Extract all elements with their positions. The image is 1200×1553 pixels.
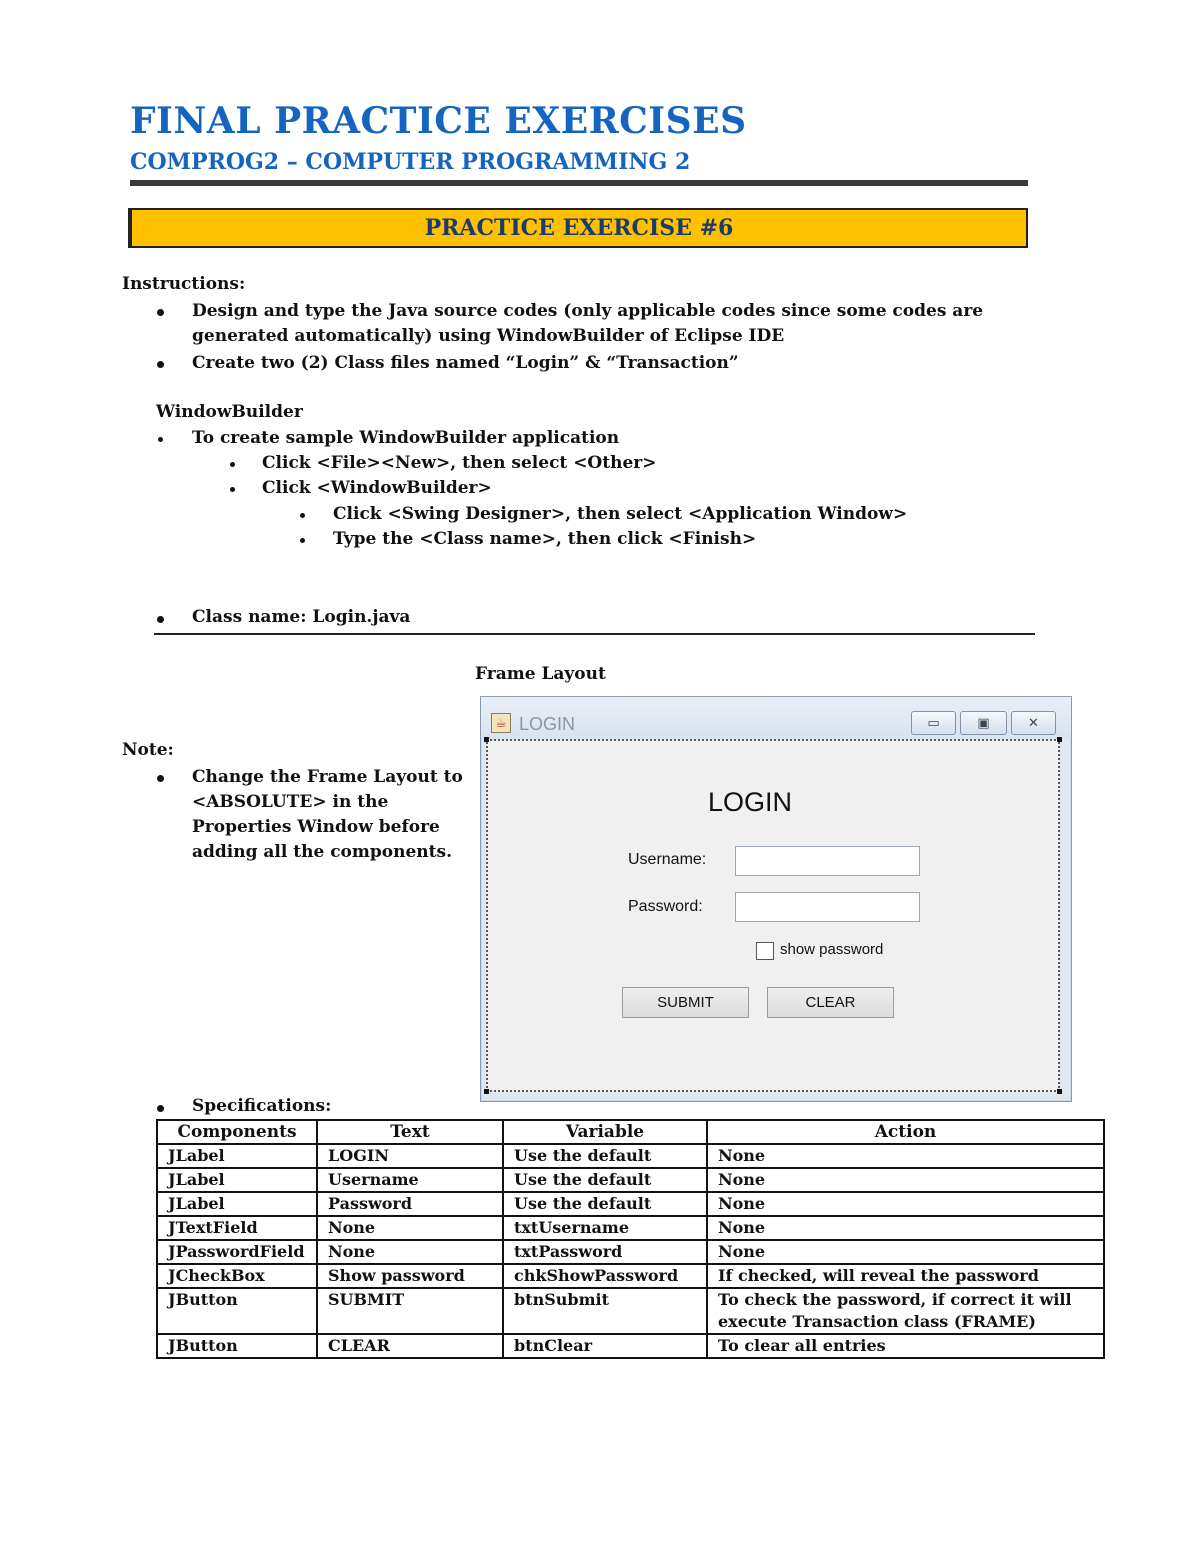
table-cell: None (707, 1144, 1104, 1168)
table-cell: None (707, 1168, 1104, 1192)
bullet-icon (230, 462, 235, 467)
column-header: Variable (503, 1120, 707, 1144)
class-name: Class name: Login.java (192, 607, 411, 627)
login-heading: LOGIN (708, 787, 793, 817)
window-content-pane (486, 739, 1060, 1092)
exercise-banner (128, 208, 1028, 248)
title-divider (130, 180, 1028, 186)
table-cell: Username (317, 1168, 503, 1192)
table-header-row (157, 1120, 1104, 1144)
window-title: LOGIN (519, 714, 576, 734)
bullet-icon (230, 487, 235, 492)
table-cell: To clear all entries (707, 1334, 1104, 1358)
table-cell: Show password (317, 1264, 503, 1288)
document-title: FINAL PRACTICE EXERCISES (130, 100, 747, 142)
exercise-banner-text: PRACTICE EXERCISE #6 (424, 215, 734, 241)
instruction-item-cont: generated automatically) using WindowBuilder of Eclipse IDE (192, 326, 785, 346)
table-cell: Use the default (503, 1144, 707, 1168)
instruction-item: Design and type the Java source codes (only applicable codes since some codes are (192, 301, 984, 321)
table-cell: txtUsername (503, 1216, 707, 1240)
password-label: Password: (628, 898, 703, 915)
table-cell: If checked, will reveal the password (707, 1264, 1104, 1288)
table-row (157, 1240, 1104, 1264)
table-row (157, 1216, 1104, 1240)
table-cell: JCheckBox (157, 1264, 317, 1288)
bullet-icon (157, 1105, 164, 1112)
bullet-icon (300, 513, 305, 518)
table-cell: None (317, 1240, 503, 1264)
instruction-item: Create two (2) Class files named “Login” & “Transaction” (192, 353, 739, 373)
table-cell: JTextField (157, 1216, 317, 1240)
table-row (157, 1144, 1104, 1168)
table-row (157, 1264, 1104, 1288)
table-cell: JButton (157, 1334, 317, 1358)
table-cell: Password (317, 1192, 503, 1216)
instructions-heading: Instructions: (122, 274, 246, 294)
windowbuilder-subitem: Click <WindowBuilder> (262, 478, 492, 498)
table-cell: chkShowPassword (503, 1264, 707, 1288)
column-header: Text (317, 1120, 503, 1144)
bullet-icon (157, 361, 164, 368)
table-cell: None (317, 1216, 503, 1240)
close-button[interactable]: ✕ (1011, 711, 1056, 735)
column-header: Components (157, 1120, 317, 1144)
note-line: adding all the components. (192, 842, 452, 862)
java-cup-icon: ☕ (491, 713, 511, 733)
window-titlebar (481, 697, 1071, 739)
show-password-checkbox[interactable] (756, 942, 774, 960)
bullet-icon (157, 309, 164, 316)
bullet-icon (300, 538, 305, 543)
resize-handle[interactable] (1057, 1089, 1062, 1094)
show-password-label: show password (780, 941, 884, 958)
note-heading: Note: (122, 740, 174, 760)
table-cell: JButton (157, 1288, 317, 1334)
submit-button[interactable]: SUBMIT (622, 987, 749, 1018)
table-cell: To check the password, if correct it will execute Transaction class (FRAME) (707, 1288, 1104, 1334)
table-row (157, 1192, 1104, 1216)
note-line: Properties Window before (192, 817, 440, 837)
table-cell: JLabel (157, 1168, 317, 1192)
table-cell: Use the default (503, 1168, 707, 1192)
windowbuilder-subsubitem: Click <Swing Designer>, then select <Application Window> (333, 504, 908, 524)
table-cell: Use the default (503, 1192, 707, 1216)
bullet-icon (157, 775, 164, 782)
clear-button[interactable]: CLEAR (767, 987, 894, 1018)
table-cell: SUBMIT (317, 1288, 503, 1334)
table-cell: txtPassword (503, 1240, 707, 1264)
windowbuilder-item: To create sample WindowBuilder application (192, 428, 620, 448)
table-cell: None (707, 1216, 1104, 1240)
table-row (157, 1288, 1104, 1334)
windowbuilder-heading: WindowBuilder (156, 402, 303, 422)
windowbuilder-subsubitem: Type the <Class name>, then click <Finish> (333, 529, 757, 549)
login-window-screenshot (480, 696, 1072, 1102)
bullet-icon (157, 616, 164, 623)
minimize-button[interactable]: ▭ (911, 711, 956, 735)
table-cell: JLabel (157, 1192, 317, 1216)
table-cell: JLabel (157, 1144, 317, 1168)
table-cell: None (707, 1240, 1104, 1264)
username-label: Username: (628, 851, 707, 868)
frame-layout-label: Frame Layout (475, 664, 606, 684)
table-cell: btnSubmit (503, 1288, 707, 1334)
section-divider (154, 633, 1035, 635)
maximize-button[interactable]: ▣ (960, 711, 1007, 735)
resize-handle[interactable] (484, 1089, 489, 1094)
table-row (157, 1168, 1104, 1192)
windowbuilder-subitem: Click <File><New>, then select <Other> (262, 453, 657, 473)
password-input[interactable] (735, 892, 920, 922)
specifications-heading: Specifications: (192, 1096, 332, 1116)
resize-handle[interactable] (1057, 737, 1062, 742)
column-header: Action (707, 1120, 1104, 1144)
table-cell: CLEAR (317, 1334, 503, 1358)
table-cell: None (707, 1192, 1104, 1216)
bullet-icon (158, 437, 163, 442)
username-input[interactable] (735, 846, 920, 876)
note-line: <ABSOLUTE> in the (192, 792, 389, 812)
specifications-table (156, 1119, 1105, 1359)
note-line: Change the Frame Layout to (192, 767, 463, 787)
table-cell: LOGIN (317, 1144, 503, 1168)
table-row (157, 1334, 1104, 1358)
table-cell: JPasswordField (157, 1240, 317, 1264)
resize-handle[interactable] (484, 737, 489, 742)
table-cell: btnClear (503, 1334, 707, 1358)
document-subtitle: COMPROG2 – COMPUTER PROGRAMMING 2 (130, 149, 691, 175)
